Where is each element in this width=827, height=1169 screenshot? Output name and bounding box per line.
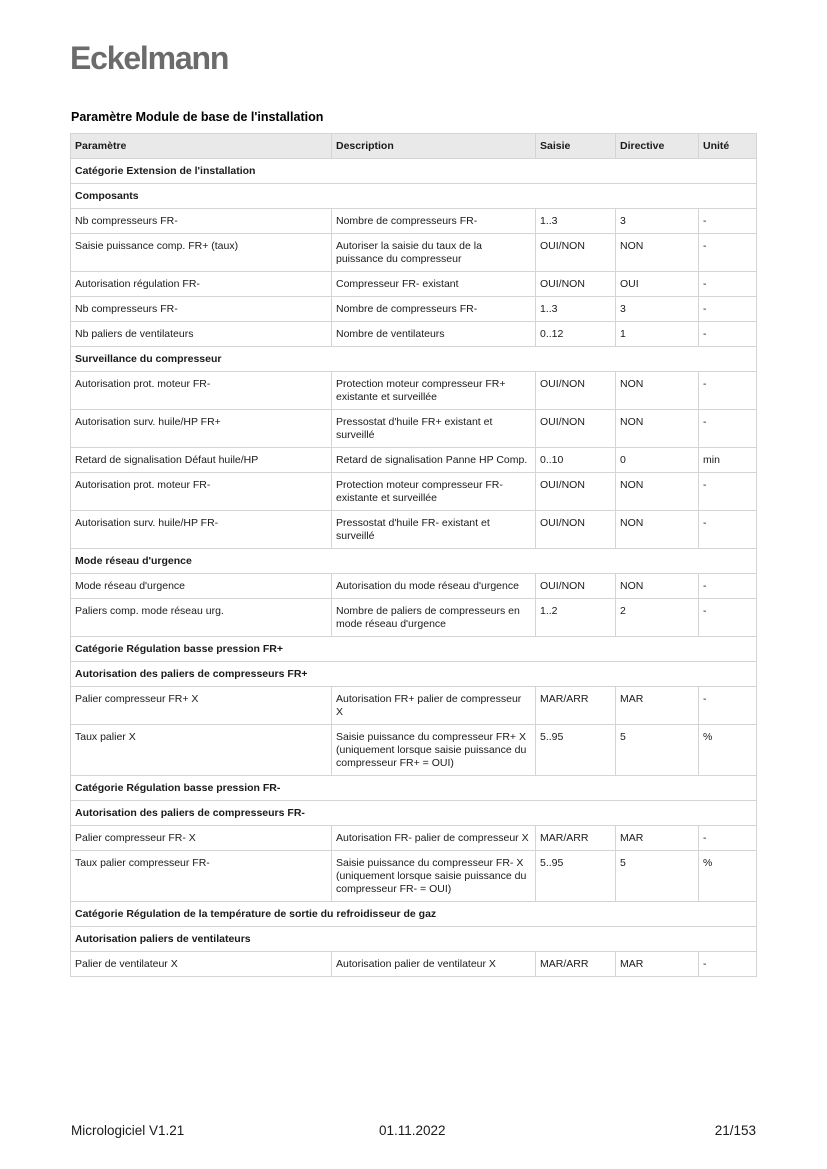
table-row (71, 372, 757, 410)
cell-saisie: 5..95 (536, 851, 616, 902)
table-row (71, 297, 757, 322)
category-label: Mode réseau d'urgence (71, 549, 757, 574)
cell-unite: - (699, 826, 757, 851)
cell-unite: % (699, 725, 757, 776)
cell-parametre: Autorisation régulation FR- (71, 272, 332, 297)
category-row (71, 184, 757, 209)
table-row (71, 410, 757, 448)
table-row (71, 234, 757, 272)
cell-parametre: Paliers comp. mode réseau urg. (71, 599, 332, 637)
column-header-description: Description (332, 134, 536, 159)
cell-unite: min (699, 448, 757, 473)
cell-saisie: 0..12 (536, 322, 616, 347)
cell-description: Pressostat d'huile FR- existant et surveillé (332, 511, 536, 549)
table-row (71, 511, 757, 549)
table-row (71, 851, 757, 902)
category-row (71, 801, 757, 826)
cell-parametre: Palier de ventilateur X (71, 952, 332, 977)
cell-directive: 3 (616, 297, 699, 322)
cell-saisie: MAR/ARR (536, 687, 616, 725)
cell-directive: NON (616, 473, 699, 511)
cell-description: Autorisation du mode réseau d'urgence (332, 574, 536, 599)
cell-saisie: OUI/NON (536, 372, 616, 410)
cell-description: Pressostat d'huile FR+ existant et surveillé (332, 410, 536, 448)
cell-saisie: 5..95 (536, 725, 616, 776)
table-row (71, 687, 757, 725)
cell-unite: - (699, 511, 757, 549)
cell-directive: 1 (616, 322, 699, 347)
cell-parametre: Palier compresseur FR- X (71, 826, 332, 851)
cell-parametre: Autorisation prot. moteur FR- (71, 473, 332, 511)
category-label: Surveillance du compresseur (71, 347, 757, 372)
cell-description: Protection moteur compresseur FR+ existante et surveillée (332, 372, 536, 410)
cell-unite: - (699, 234, 757, 272)
cell-unite: - (699, 574, 757, 599)
cell-directive: NON (616, 574, 699, 599)
cell-saisie: OUI/NON (536, 511, 616, 549)
cell-directive: NON (616, 234, 699, 272)
cell-unite: - (699, 272, 757, 297)
category-label: Autorisation paliers de ventilateurs (71, 927, 757, 952)
cell-parametre: Autorisation surv. huile/HP FR+ (71, 410, 332, 448)
category-label: Catégorie Régulation basse pression FR+ (71, 637, 757, 662)
category-label: Catégorie Régulation basse pression FR- (71, 776, 757, 801)
category-row (71, 159, 757, 184)
cell-description: Nombre de compresseurs FR- (332, 209, 536, 234)
category-row (71, 662, 757, 687)
table-row (71, 209, 757, 234)
table-row (71, 322, 757, 347)
cell-saisie: 1..2 (536, 599, 616, 637)
cell-unite: - (699, 952, 757, 977)
category-row (71, 902, 757, 927)
category-label: Autorisation des paliers de compresseurs FR+ (71, 662, 757, 687)
cell-parametre: Retard de signalisation Défaut huile/HP (71, 448, 332, 473)
cell-unite: - (699, 372, 757, 410)
cell-parametre: Nb compresseurs FR- (71, 297, 332, 322)
cell-directive: NON (616, 511, 699, 549)
cell-parametre: Taux palier compresseur FR- (71, 851, 332, 902)
cell-parametre: Saisie puissance comp. FR+ (taux) (71, 234, 332, 272)
footer-firmware-version: Micrologiciel V1.21 (71, 1123, 185, 1138)
column-header-parametre: Paramètre (71, 134, 332, 159)
cell-directive: 3 (616, 209, 699, 234)
cell-parametre: Nb compresseurs FR- (71, 209, 332, 234)
cell-directive: NON (616, 372, 699, 410)
table-row (71, 574, 757, 599)
cell-description: Retard de signalisation Panne HP Comp. (332, 448, 536, 473)
cell-parametre: Autorisation surv. huile/HP FR- (71, 511, 332, 549)
table-row (71, 826, 757, 851)
cell-description: Autorisation FR+ palier de compresseur X (332, 687, 536, 725)
cell-description: Nombre de ventilateurs (332, 322, 536, 347)
company-logo: Eckelmann (70, 40, 229, 76)
cell-parametre: Nb paliers de ventilateurs (71, 322, 332, 347)
cell-unite: - (699, 473, 757, 511)
cell-unite: - (699, 687, 757, 725)
cell-saisie: OUI/NON (536, 234, 616, 272)
cell-parametre: Taux palier X (71, 725, 332, 776)
cell-saisie: 0..10 (536, 448, 616, 473)
cell-parametre: Palier compresseur FR+ X (71, 687, 332, 725)
cell-unite: - (699, 410, 757, 448)
table-row (71, 599, 757, 637)
cell-directive: 5 (616, 725, 699, 776)
cell-description: Saisie puissance du compresseur FR+ X (uniquement lorsque saisie puissance du compresseur FR+ = OUI) (332, 725, 536, 776)
cell-saisie: OUI/NON (536, 574, 616, 599)
column-header-saisie: Saisie (536, 134, 616, 159)
cell-description: Nombre de paliers de compresseurs en mode réseau d'urgence (332, 599, 536, 637)
cell-directive: 2 (616, 599, 699, 637)
cell-directive: OUI (616, 272, 699, 297)
cell-description: Nombre de compresseurs FR- (332, 297, 536, 322)
table-row (71, 448, 757, 473)
cell-description: Protection moteur compresseur FR- existante et surveillée (332, 473, 536, 511)
cell-parametre: Autorisation prot. moteur FR- (71, 372, 332, 410)
cell-saisie: OUI/NON (536, 410, 616, 448)
cell-directive: 5 (616, 851, 699, 902)
cell-saisie: OUI/NON (536, 473, 616, 511)
cell-directive: MAR (616, 826, 699, 851)
cell-description: Autorisation palier de ventilateur X (332, 952, 536, 977)
category-row (71, 776, 757, 801)
table-body (71, 159, 757, 977)
cell-saisie: MAR/ARR (536, 952, 616, 977)
footer-date: 01.11.2022 (379, 1123, 446, 1138)
cell-directive: 0 (616, 448, 699, 473)
column-header-directive: Directive (616, 134, 699, 159)
category-row (71, 347, 757, 372)
cell-unite: - (699, 297, 757, 322)
cell-description: Compresseur FR- existant (332, 272, 536, 297)
cell-description: Autorisation FR- palier de compresseur X (332, 826, 536, 851)
section-title: Paramètre Module de base de l'installation (71, 110, 324, 124)
category-label: Catégorie Extension de l'installation (71, 159, 757, 184)
cell-description: Saisie puissance du compresseur FR- X (uniquement lorsque saisie puissance du compresseur FR- = OUI) (332, 851, 536, 902)
cell-saisie: MAR/ARR (536, 826, 616, 851)
cell-description: Autoriser la saisie du taux de la puissance du compresseur (332, 234, 536, 272)
cell-saisie: OUI/NON (536, 272, 616, 297)
cell-unite: % (699, 851, 757, 902)
cell-unite: - (699, 599, 757, 637)
table-header-row (71, 134, 757, 159)
category-label: Composants (71, 184, 757, 209)
column-header-unite: Unité (699, 134, 757, 159)
category-row (71, 549, 757, 574)
cell-directive: MAR (616, 952, 699, 977)
category-label: Catégorie Régulation de la température de sortie du refroidisseur de gaz (71, 902, 757, 927)
category-row (71, 927, 757, 952)
cell-saisie: 1..3 (536, 297, 616, 322)
category-label: Autorisation des paliers de compresseurs FR- (71, 801, 757, 826)
cell-directive: MAR (616, 687, 699, 725)
table-row (71, 725, 757, 776)
cell-unite: - (699, 209, 757, 234)
table-row (71, 272, 757, 297)
table-row (71, 473, 757, 511)
cell-saisie: 1..3 (536, 209, 616, 234)
cell-unite: - (699, 322, 757, 347)
parameter-table (70, 133, 757, 977)
category-row (71, 637, 757, 662)
cell-directive: NON (616, 410, 699, 448)
cell-parametre: Mode réseau d'urgence (71, 574, 332, 599)
footer-page-number: 21/153 (714, 1123, 756, 1138)
table-row (71, 952, 757, 977)
